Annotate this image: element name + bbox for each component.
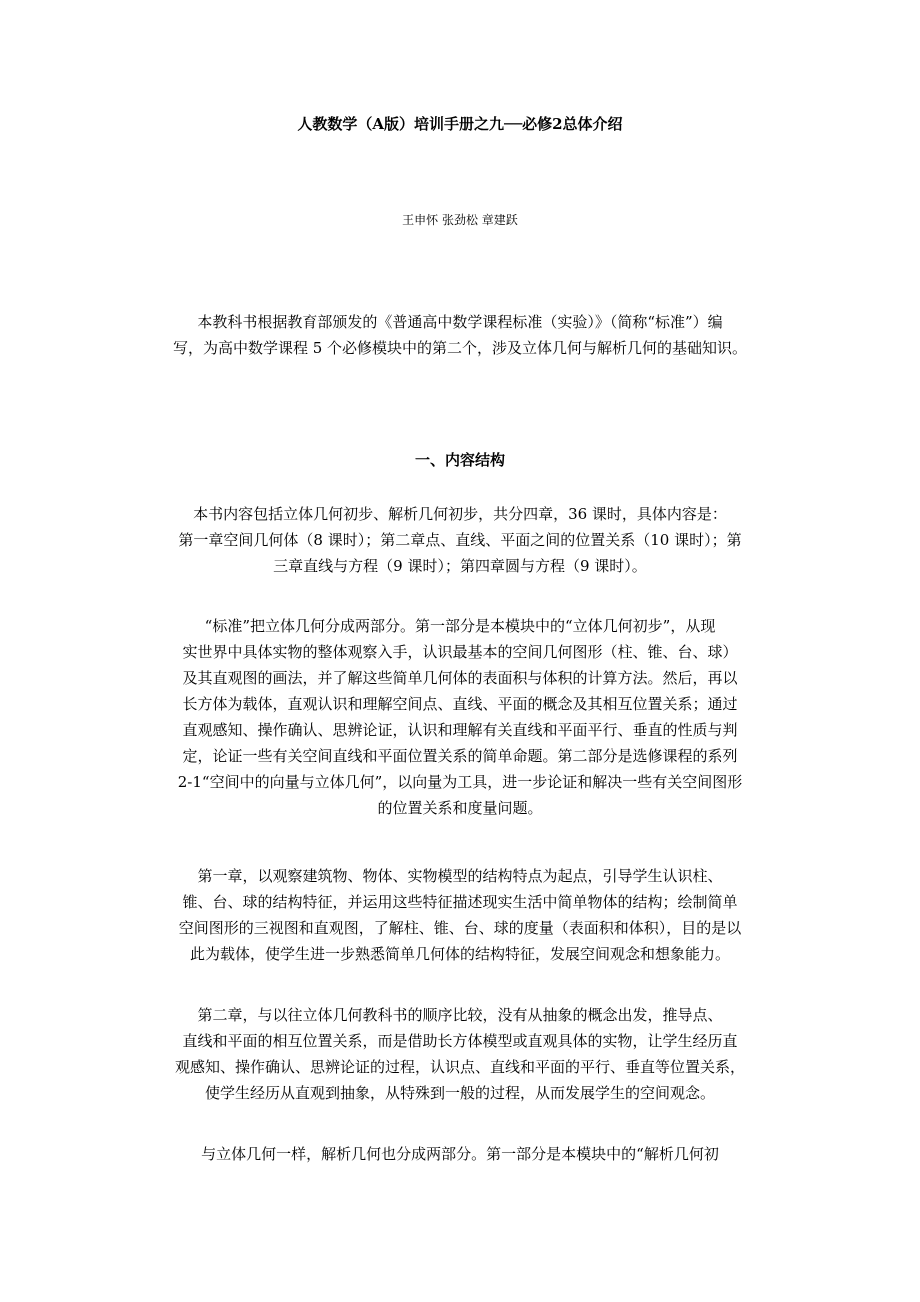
paragraph-line: 观感知、操作确认、思辨论证的过程，认识点、直线和平面的平行、垂直等位置关系，: [174, 1058, 745, 1076]
paragraph-line: 实世界中具体实物的整体观察入手，认识最基本的空间几何图形（柱、锥、台、球）: [182, 643, 738, 661]
paragraph-line: 的位置关系和度量问题。: [377, 799, 543, 817]
paragraph-line: 使学生经历从直观到抽象，从特殊到一般的过程，从而发展学生的空间观念。: [204, 1084, 715, 1102]
content-paragraph: [150, 501, 770, 579]
paragraph-line: 第一章空间几何体（8 课时）；第二章点、直线、平面之间的位置关系（10 课时）；第: [178, 531, 742, 549]
section-heading: 一、内容结构: [414, 451, 505, 469]
content-paragraph: [150, 613, 770, 821]
paragraph-line: 直观感知、操作确认、思辨论证，认识和理解有关直线和平面平行、垂直的性质与判: [182, 721, 738, 739]
paragraph-line: 及其直观图的画法，并了解这些简单几何体的表面积与体积的计算方法。然后，再以: [182, 669, 738, 687]
paragraph-line: 此为载体，使学生进一步熟悉简单几何体的结构特征，发展空间观念和想象能力。: [189, 945, 730, 963]
document-authors: 王申怀 张劲松 章建跃: [402, 213, 518, 227]
paragraph-line: 与立体几何一样，解析几何也分成两部分。第一部分是本模块中的“解析几何初: [201, 1145, 719, 1163]
document-title: 人教数学（A版）培训手册之九──必修2总体介绍: [297, 115, 623, 133]
intro-paragraph: [150, 309, 770, 361]
content-paragraph: [150, 1141, 770, 1167]
paragraph-line: 锥、台、球的结构特征，并运用这些特征描述现实生活中简单物体的结构；绘制简单: [182, 893, 738, 911]
paragraph-line: 长方体为载体，直观认识和理解空间点、直线、平面的概念及其相互位置关系；通过: [182, 695, 738, 713]
paragraph-line: 本书内容包括立体几何初步、解析几何初步，共分四章，36 课时，具体内容是：: [193, 505, 727, 523]
paragraph-line: 写，为高中数学课程 5 个必修模块中的第二个，涉及立体几何与解析几何的基础知识。: [172, 339, 748, 357]
paragraph-line: 直线和平面的相互位置关系，而是借助长方体模型或直观具体的实物，让学生经历直: [182, 1032, 738, 1050]
paragraph-line: 2-1“空间中的向量与立体几何”，以向量为工具，进一步论证和解决一些有关空间图形: [177, 773, 743, 791]
content-paragraph: [150, 863, 770, 967]
paragraph-line: 第一章，以观察建筑物、物体、实物模型的结构特点为起点，引导学生认识柱、: [197, 867, 723, 885]
paragraph-line: 定，论证一些有关空间直线和平面位置关系的简单命题。第二部分是选修课程的系列: [182, 747, 738, 765]
paragraph-line: 第二章，与以往立体几何教科书的顺序比较，没有从抽象的概念出发，推导点、: [197, 1006, 723, 1024]
paragraph-line: 本教科书根据教育部颁发的《普通高中数学课程标准（实验）》（简称“标准”）编: [197, 313, 723, 331]
content-paragraph: [150, 1002, 770, 1106]
paragraph-line: “标准”把立体几何分成两部分。第一部分是本模块中的“立体几何初步”，从现: [204, 617, 716, 635]
paragraph-line: 三章直线与方程（9 课时）；第四章圆与方程（9 课时）。: [273, 557, 647, 575]
paragraph-line: 空间图形的三视图和直观图，了解柱、锥、台、球的度量（表面积和体积），目的是以: [178, 919, 742, 937]
